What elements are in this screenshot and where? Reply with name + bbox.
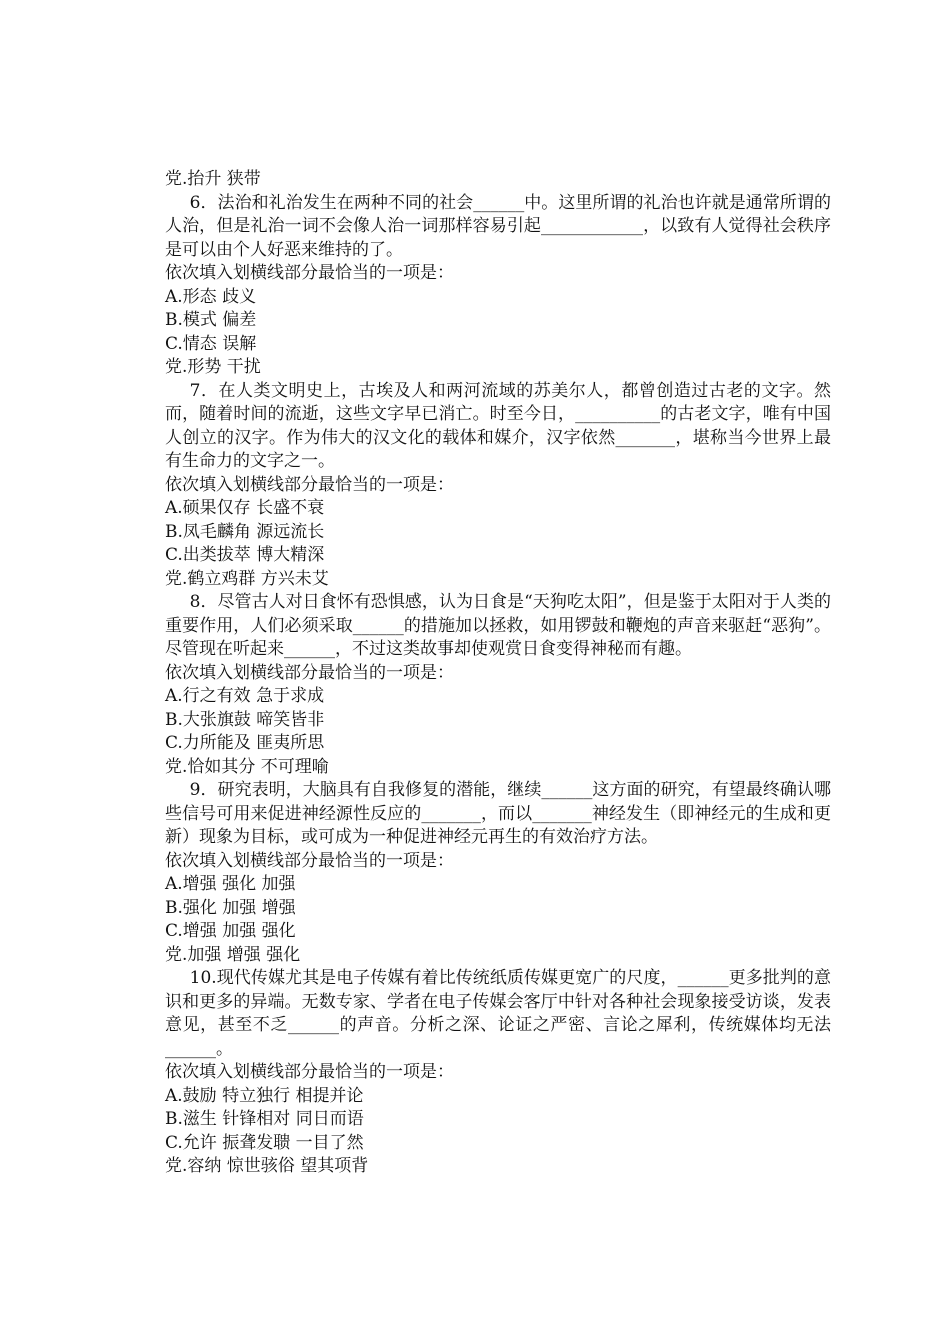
option-b: B.凤毛麟角 源远流长 [165,521,325,542]
question-prompt: 依次填入划横线部分最恰当的一项是： [165,263,454,283]
option-d: 党.恰如其分 不可理喻 [165,756,329,777]
option-b: B.大张旗鼓 啼笑皆非 [165,709,325,730]
question-stem: 8．尽管古人对日食怀有恐惧感，认为日食是“天狗吃太阳”，但是鉴于太阳对于人类的重要作用，人们必须采取______的措施加以拯救，如用锣鼓和鞭炮的声音来驱赶“恶狗”。尽管现在听起来______，不过这类故事却使观赏日食变得神秘而有趣。 [165,592,831,659]
option-a: A.硕果仅存 长盛不衰 [165,498,325,518]
option-a: A.形态 歧义 [165,286,257,307]
question-prompt: 依次填入划横线部分最恰当的一项是： [165,850,454,871]
question-stem: 7．在人类文明史上，古埃及人和两河流域的苏美尔人，都曾创造过古老的文字。然而，随着时间的流逝，这些文字早已消亡。时至今日，__________的古老文字，唯有中国人创立的汉字。作为伟大的汉文化的载体和媒介，汉字依然_______，堪称当今世界上最有生命力的文字之一。 [165,380,831,471]
question-8 [165,591,831,779]
option-a: A.增强 强化 加强 [165,874,296,894]
option-d: 党.形势 干扰 [165,357,261,377]
option-c: C.情态 误解 [165,333,257,354]
question-10 [165,967,831,1179]
question-9 [165,779,831,967]
option-c: C.力所能及 匪夷所思 [165,733,325,753]
question-prompt: 依次填入划横线部分最恰当的一项是： [165,1062,454,1082]
option-b: B.强化 加强 增强 [165,897,296,918]
option-c: C.增强 加强 强化 [165,921,296,941]
option-d: 党.容纳 惊世骇俗 望其项背 [165,1156,369,1176]
question-stem: 9．研究表明，大脑具有自我修复的潜能，继续______这方面的研究，有望最终确认哪些信号可用来促进神经源性反应的_______，而以_______神经发生（即神经元的生成和更新）现象为目标，或可成为一种促进神经元再生的有效治疗方法。 [165,780,831,847]
option-b: B.滋生 针锋相对 同日而语 [165,1109,364,1129]
option-c: C.出类拔萃 博大精深 [165,545,325,565]
option-c: C.允许 振聋发聩 一目了然 [165,1132,364,1153]
question-6 [165,192,831,380]
document-page [165,168,831,1179]
question-stem: 10.现代传媒尤其是电子传媒有着比传统纸质传媒更宽广的尺度，______更多批判的意识和更多的异端。无数专家、学者在电子传媒会客厅中针对各种社会现象接受访谈，发表意见，甚至不乏______的声音。分析之深、论证之严密、言论之犀利，传统媒体均无法______。 [165,968,831,1059]
question-prompt: 依次填入划横线部分最恰当的一项是： [165,474,454,495]
option-b: B.模式 偏差 [165,310,257,330]
option-d: 党.鹤立鸡群 方兴未艾 [165,568,329,589]
question-7 [165,380,831,592]
lead-option: 党.抬升 狭带 [165,169,261,189]
option-d: 党.加强 增强 强化 [165,944,301,965]
question-prompt: 依次填入划横线部分最恰当的一项是： [165,662,454,683]
option-a: A.鼓励 特立独行 相提并论 [165,1085,364,1106]
question-stem: 6．法治和礼治发生在两种不同的社会______中。这里所谓的礼治也许就是通常所谓的人治，但是礼治一词不会像人治一词那样容易引起____________，以致有人觉得社会秩序是可以由个人好恶来维持的了。 [165,192,831,260]
option-a: A.行之有效 急于求成 [165,686,325,706]
